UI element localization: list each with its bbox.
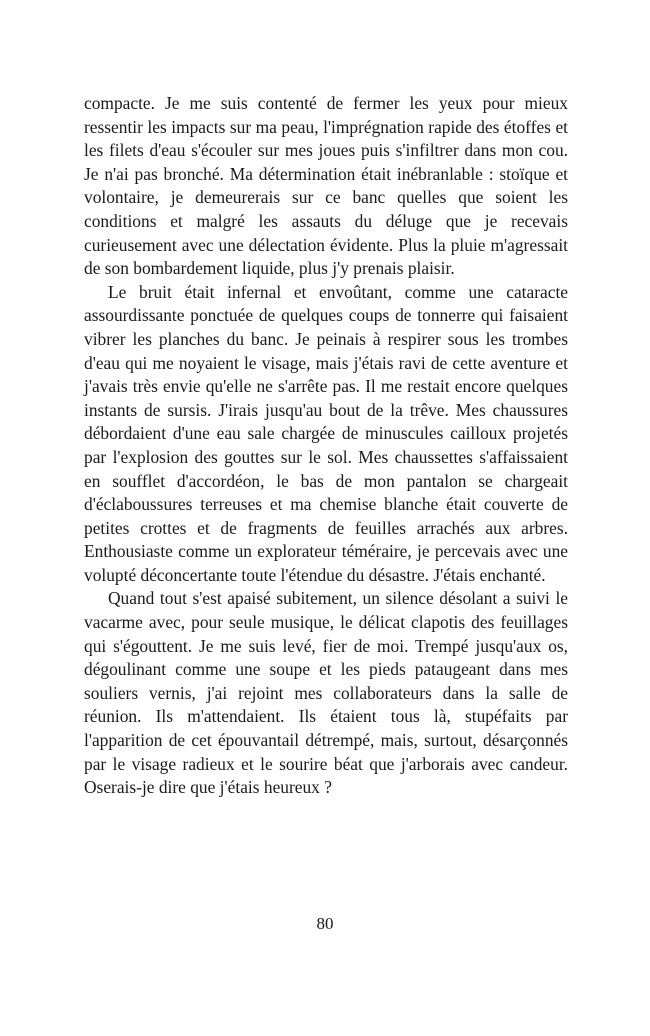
- paragraph-1: compacte. Je me suis contenté de fermer les yeux pour mieux ressentir les impacts sur ma peau, l'imprégnation rapide des étoffes et les filets d'eau s'écouler sur mes joues puis s'infiltrer dans mon cou. Je n'ai pas bronché. Ma détermination était inébranlable : stoïque et volontaire, je demeurerais sur ce banc quelles que soient les conditions et malgré les assauts du déluge que je recevais curieusement avec une délectation évidente. Plus la pluie m'agressait de son bombardement liquide, plus j'y prenais plaisir.: [84, 93, 568, 279]
- paragraph-2: Le bruit était infernal et envoûtant, comme une cataracte assourdissante ponctuée de quelques coups de tonnerre qui faisaient vibrer les planches du banc. Je peinais à respirer sous les trombes d'eau qui me noyaient le visage, mais j'étais ravi de cette aventure et j'avais très envie qu'elle ne s'arrête pas. Il me restait encore quelques instants de sursis. J'irais jusqu'au bout de la trêve. Mes chaussures débordaient d'une eau sale chargée de minuscules cailloux projetés par l'explosion des gouttes sur le sol. Mes chaussettes s'affaissaient en soufflet d'accordéon, le bas de mon pantalon se chargeait d'éclaboussures terreuses et ma chemise blanche était couverte de petites crottes et de fragments de feuilles arrachés aux arbres. Enthousiaste comme un explorateur téméraire, je percevais avec une volupté déconcertante toute l'étendue du désastre. J'étais enchanté.: [84, 281, 568, 585]
- page-body: [84, 92, 568, 800]
- page-number: 80: [316, 914, 334, 933]
- paragraph-3: Quand tout s'est apaisé subitement, un silence désolant a suivi le vacarme avec, pour seule musique, le délicat clapotis des feuillages qui s'égouttent. Je me suis levé, fier de moi. Trempé jusqu'aux os, dégoulinant comme une soupe et les pieds pataugeant dans mes souliers vernis, j'ai rejoint mes collaborateurs dans la salle de réunion. Ils m'attendaient. Ils étaient tous là, stupéfaits par l'apparition de cet épouvantail détrempé, mais, surtout, désarçonnés par le visage radieux et le sourire béat que j'arborais avec candeur. Oserais-je dire que j'étais heureux ?: [84, 588, 568, 798]
